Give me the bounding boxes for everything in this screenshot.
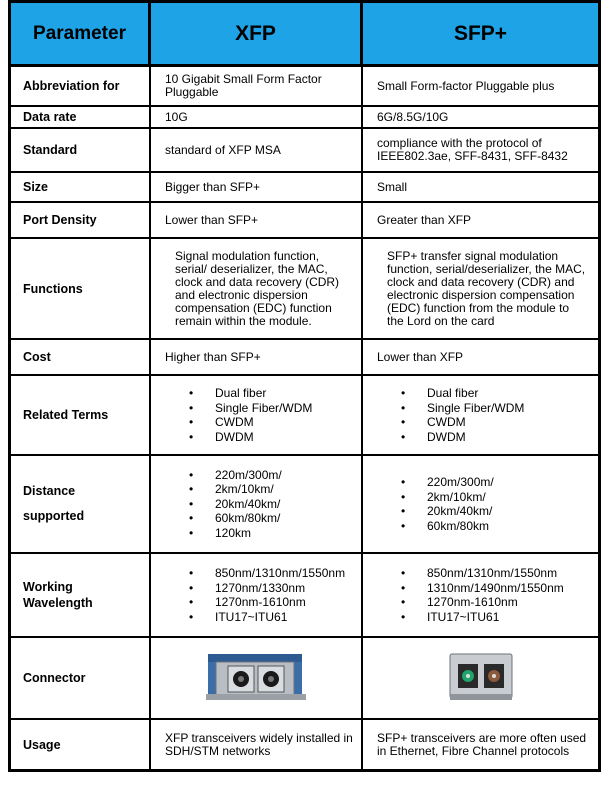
sfp-cell: SFP+ transfer signal modulation function, serial/deserializer, the MAC, clock and data recovery (CDR) and electronic dispersion compensation (EDC) function from the module to the Lord on the card [363, 239, 598, 340]
list-item: • Single Fiber/WDM [215, 401, 355, 416]
list-item: • 1270nm-1610nm [427, 595, 592, 610]
xfp-cell [151, 376, 363, 456]
header-parameter: Parameter [11, 3, 151, 67]
xfp-cell [151, 554, 363, 638]
list-item: • DWDM [215, 430, 355, 445]
row-standard [11, 129, 598, 173]
sfp-cell [363, 554, 598, 638]
list-item: • 850nm/1310nm/1550nm [215, 566, 355, 581]
comparison-table [8, 0, 601, 772]
bullet-list [165, 468, 355, 541]
bullet-list [377, 475, 592, 533]
xfp-module-image [206, 650, 306, 706]
row-related-terms [11, 376, 598, 456]
header-sfp: SFP+ [363, 3, 598, 67]
row-usage [11, 720, 598, 769]
list-item: • 60km/80km/ [215, 511, 355, 526]
row-wavelength [11, 554, 598, 638]
xfp-cell: Bigger than SFP+ [151, 173, 363, 203]
sfp-cell [363, 456, 598, 554]
list-item: • 20km/40km/ [427, 504, 592, 519]
xfp-cell: standard of XFP MSA [151, 129, 363, 173]
param-cell: Data rate [11, 107, 151, 129]
xfp-cell: XFP transceivers widely installed in SDH/STM networks [151, 720, 363, 769]
row-abbreviation [11, 67, 598, 107]
list-item: • CWDM [215, 415, 355, 430]
list-item: • 2km/10km/ [427, 490, 592, 505]
sfp-cell: compliance with the protocol of IEEE802.3ae, SFF-8431, SFF-8432 [363, 129, 598, 173]
xfp-cell: 10 Gigabit Small Form Factor Pluggable [151, 67, 363, 107]
xfp-cell: Signal modulation function, serial/ deserializer, the MAC, clock and data recovery (CDR) and electronic dispersion compensation (EDC) function remain within the module. [151, 239, 363, 340]
list-item: • 2km/10km/ [215, 482, 355, 497]
xfp-cell: 10G [151, 107, 363, 129]
list-item: • 1270nm-1610nm [215, 595, 355, 610]
xfp-cell [151, 638, 363, 720]
param-label: Distance supported [23, 484, 85, 523]
sfp-cell [363, 638, 598, 720]
list-item: • Single Fiber/WDM [427, 401, 592, 416]
row-functions [11, 239, 598, 340]
param-cell: Functions [11, 239, 151, 340]
list-item: • 60km/80km [427, 519, 592, 534]
list-item: • 1270nm/1330nm [215, 581, 355, 596]
header-row [11, 3, 598, 67]
row-connector [11, 638, 598, 720]
xfp-cell: Higher than SFP+ [151, 340, 363, 376]
list-item: • 20km/40km/ [215, 497, 355, 512]
param-cell [11, 554, 151, 638]
param-cell: Abbreviation for [11, 67, 151, 107]
list-item: • 220m/300m/ [427, 475, 592, 490]
param-cell: Related Terms [11, 376, 151, 456]
list-item: • ITU17~ITU61 [215, 610, 355, 625]
sfp-cell [363, 376, 598, 456]
bullet-list [377, 566, 592, 624]
list-item: • 1310nm/1490nm/1550nm [427, 581, 592, 596]
sfp-module-image [446, 650, 516, 706]
row-data-rate [11, 107, 598, 129]
param-cell [11, 456, 151, 554]
row-size [11, 173, 598, 203]
row-distance [11, 456, 598, 554]
param-label: Working Wavelength [23, 580, 93, 610]
sfp-cell: Small [363, 173, 598, 203]
xfp-cell [151, 456, 363, 554]
param-cell: Cost [11, 340, 151, 376]
list-item: • 850nm/1310nm/1550nm [427, 566, 592, 581]
param-cell: Standard [11, 129, 151, 173]
bullet-list [377, 386, 592, 444]
sfp-cell: SFP+ transceivers are more often used in Ethernet, Fibre Channel protocols [377, 730, 587, 758]
list-item: • 220m/300m/ [215, 468, 355, 483]
sfp-cell: Greater than XFP [363, 203, 598, 239]
xfp-cell: Lower than SFP+ [151, 203, 363, 239]
param-cell: Size [11, 173, 151, 203]
list-item: • ITU17~ITU61 [427, 610, 592, 625]
bullet-list [165, 566, 355, 624]
sfp-cell: Lower than XFP [363, 340, 598, 376]
sfp-cell: 6G/8.5G/10G [363, 107, 598, 129]
param-cell: Port Density [11, 203, 151, 239]
list-item: • 120km [215, 526, 355, 541]
list-item: • CWDM [427, 415, 592, 430]
bullet-list [165, 386, 355, 444]
header-xfp: XFP [151, 3, 363, 67]
list-item: • Dual fiber [427, 386, 592, 401]
list-item: • DWDM [427, 430, 592, 445]
param-cell: Connector [11, 638, 151, 720]
row-cost [11, 340, 598, 376]
param-cell: Usage [11, 720, 151, 769]
row-port-density [11, 203, 598, 239]
sfp-cell: Small Form-factor Pluggable plus [363, 67, 598, 107]
list-item: • Dual fiber [215, 386, 355, 401]
